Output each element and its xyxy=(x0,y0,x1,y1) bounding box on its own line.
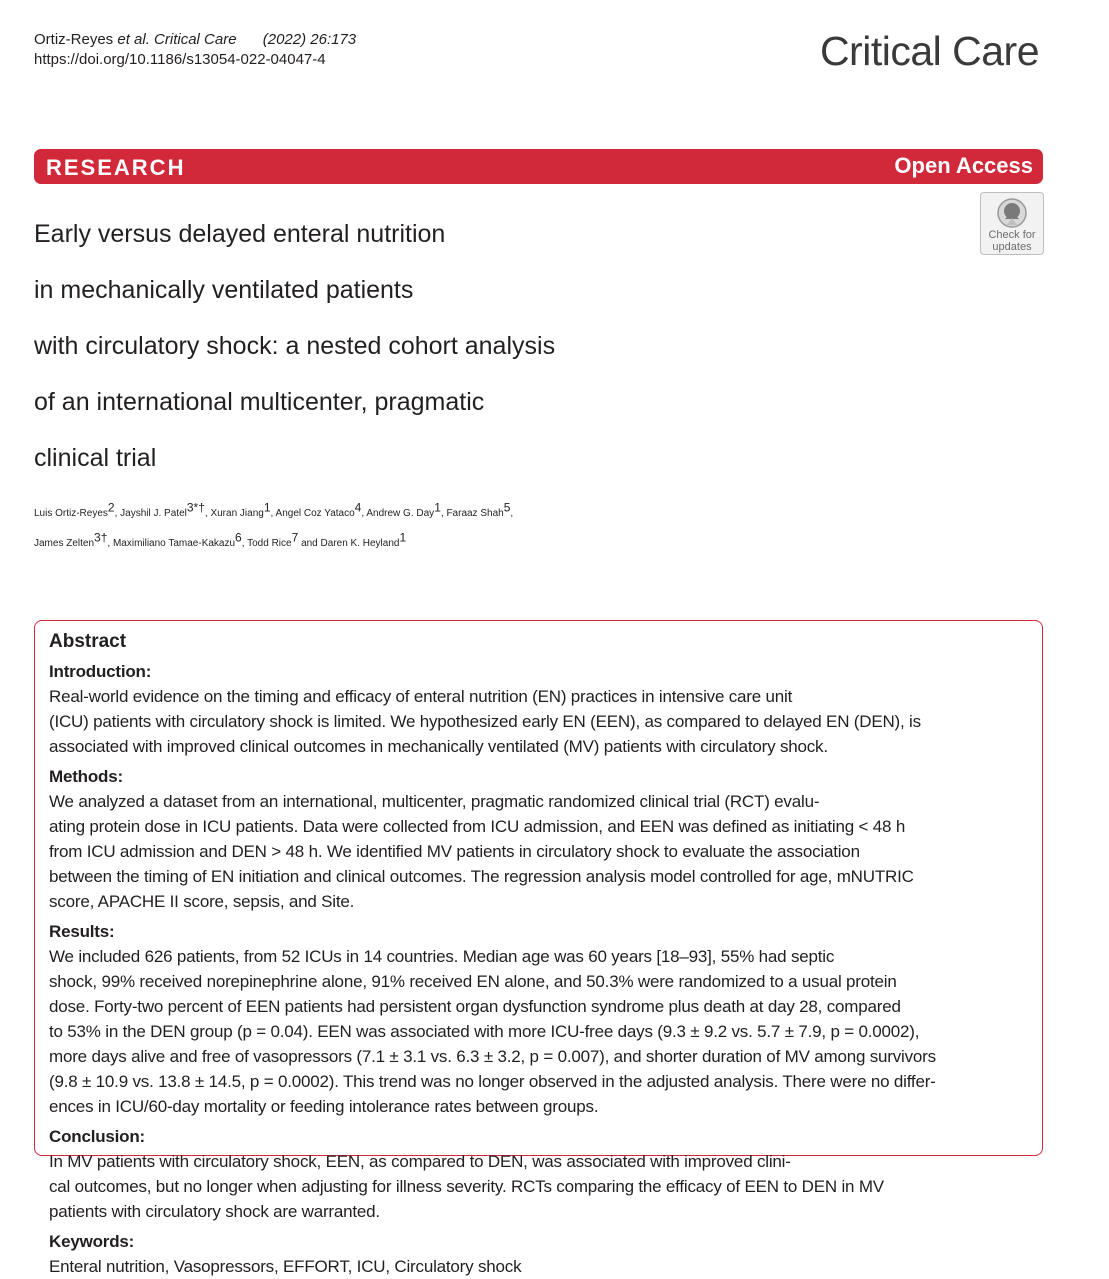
author-affiliation: 3† xyxy=(94,530,108,545)
section-label: Results: xyxy=(49,922,115,941)
abstract-heading: Abstract xyxy=(49,631,127,652)
author-affiliation: 2 xyxy=(107,500,115,515)
article-header xyxy=(34,30,356,70)
journal-citation: et al. Critical Care xyxy=(117,31,237,48)
author-name[interactable]: Jayshil J. Patel xyxy=(120,508,187,519)
author-affiliation: 1 xyxy=(399,530,407,545)
section-label: Keywords: xyxy=(49,1232,135,1251)
author-name[interactable]: Luis Ortiz-Reyes xyxy=(34,508,108,519)
abstract-line: more days alive and free of vasopressors (7.1 ± 3.1 vs. 6.3 ± 3.2, p = 0.007), and shorter duration of MV among survivors xyxy=(49,1047,936,1066)
journal-name: Critical Care xyxy=(819,28,1039,74)
abstract-line: dose. Forty-two percent of EEN patients had persistent organ dysfunction syndrome plus death at day 28, compared xyxy=(49,997,901,1016)
author-affiliation: 1 xyxy=(434,500,441,515)
author-name[interactable]: Angel Coz Yataco xyxy=(275,508,355,519)
abstract-line: between the timing of EN initiation and clinical outcomes. The regression analysis model controlled for age, mNUTRIC xyxy=(49,867,914,886)
article-title xyxy=(34,206,1024,486)
citation-line xyxy=(34,30,356,50)
author-affiliation: 5 xyxy=(503,500,511,515)
abstract-line: to 53% in the DEN group (p = 0.04). EEN was associated with more ICU-free days (9.3 ± 9.2 vs. 5.7 ± 7.9, p = 0.0002), xyxy=(49,1022,920,1041)
abstract-line: associated with improved clinical outcomes in mechanically ventilated (MV) patients with circulatory shock. xyxy=(49,737,828,756)
section-label: Introduction: xyxy=(49,662,152,681)
author-affiliation: 3*† xyxy=(186,500,205,515)
abstract-line: (ICU) patients with circulatory shock is limited. We hypothesized early EN (EEN), as compared to delayed EN (DEN), is xyxy=(49,712,921,731)
author-name[interactable]: Maximiliano Tamae-Kakazu xyxy=(112,538,236,549)
abstract-line: We included 626 patients, from 52 ICUs in 14 countries. Median age was 60 years [18–93], 55% had septic xyxy=(49,947,835,966)
author-affiliation: 1 xyxy=(263,500,271,515)
check-updates-line2: updates xyxy=(992,241,1032,253)
check-updates-line1: Check for xyxy=(988,229,1036,241)
abstract-line: patients with circulatory shock are warranted. xyxy=(49,1202,380,1221)
abstract-line: Real-world evidence on the timing and efficacy of enteral nutrition (EN) practices in intensive care unit xyxy=(49,687,793,706)
author-line: James Zelten$^{3\dagger}$, Maximiliano Tamae-Kakazu$^6$, Todd Rice$^7$ and Daren K. Heyland$^1$ xyxy=(34,530,407,549)
author-connector: and xyxy=(301,538,318,549)
section-label: Methods: xyxy=(49,767,123,786)
author-line: Luis Ortiz-Reyes$^2$, Jayshil J. Patel$^{3*\dagger}$, Xuran Jiang$^1$, Angel Coz Yataco$^4$, Andrew G. Day$^1$, Faraaz Shah$^5$, xyxy=(34,500,514,519)
author-affiliation: 6 xyxy=(235,530,242,545)
abstract-conclusion xyxy=(49,1124,1028,1224)
author-list xyxy=(34,499,1024,559)
title-line: of an international multicenter, pragmatic xyxy=(34,388,485,416)
abstract-line: shock, 99% received norepinephrine alone, 91% received EN alone, and 50.3% were randomized to a usual protein xyxy=(49,972,897,991)
open-access-label: Open Access xyxy=(894,153,1033,178)
abstract-line: ences in ICU/60-day mortality or feeding intolerance rates between groups. xyxy=(49,1097,599,1116)
title-line: Early versus delayed enteral nutrition xyxy=(34,220,446,248)
title-line: with circulatory shock: a nested cohort analysis xyxy=(34,332,556,360)
abstract-line: ating protein dose in ICU patients. Data were collected from ICU admission, and EEN was defined as initiating < 48 h xyxy=(49,817,906,836)
lead-author: Ortiz-Reyes xyxy=(34,31,114,48)
author-name[interactable]: Todd Rice xyxy=(247,538,292,549)
title-line: clinical trial xyxy=(34,444,157,472)
article-type-band xyxy=(34,149,1043,184)
abstract-methods xyxy=(49,764,1028,914)
abstract-results xyxy=(49,919,1028,1119)
abstract-line: (9.8 ± 10.9 vs. 13.8 ± 14.5, p = 0.0002). This trend was no longer observed in the adjusted analysis. There were no differ- xyxy=(49,1072,936,1091)
abstract-line: score, APACHE II score, sepsis, and Site. xyxy=(49,892,355,911)
abstract-box xyxy=(34,620,1043,1276)
author-name[interactable]: Andrew G. Day xyxy=(366,508,435,519)
keywords-line: Enteral nutrition, Vasopressors, EFFORT, ICU, Circulatory shock xyxy=(49,1257,522,1276)
abstract-line: We analyzed a dataset from an international, multicenter, pragmatic randomized clinical trial (RCT) evalu- xyxy=(49,792,820,811)
author-affiliation: 4 xyxy=(354,500,362,515)
author-name[interactable]: Xuran Jiang xyxy=(210,508,264,519)
abstract-introduction xyxy=(49,659,1028,759)
author-name[interactable]: James Zelten xyxy=(34,538,95,549)
abstract-keywords xyxy=(49,1229,1028,1279)
abstract-line: from ICU admission and DEN > 48 h. We identified MV patients in circulatory shock to evaluate the association xyxy=(49,842,860,861)
abstract-line: cal outcomes, but no longer when adjusting for illness severity. RCTs comparing the efficacy of EEN to DEN in MV xyxy=(49,1177,884,1196)
author-name[interactable]: Faraaz Shah xyxy=(446,508,504,519)
doi-link[interactable]: https://doi.org/10.1186/s13054-022-04047-4 xyxy=(34,51,326,68)
year-volume: (2022) 26:173 xyxy=(262,31,357,48)
author-affiliation: 7 xyxy=(291,530,299,545)
abstract-line: In MV patients with circulatory shock, EEN, as compared to DEN, was associated with improved clini- xyxy=(49,1152,791,1171)
title-line: in mechanically ventilated patients xyxy=(34,276,414,304)
section-label: Conclusion: xyxy=(49,1127,146,1146)
author-name[interactable]: Daren K. Heyland xyxy=(320,538,400,549)
article-type-label: RESEARCH xyxy=(46,155,186,180)
